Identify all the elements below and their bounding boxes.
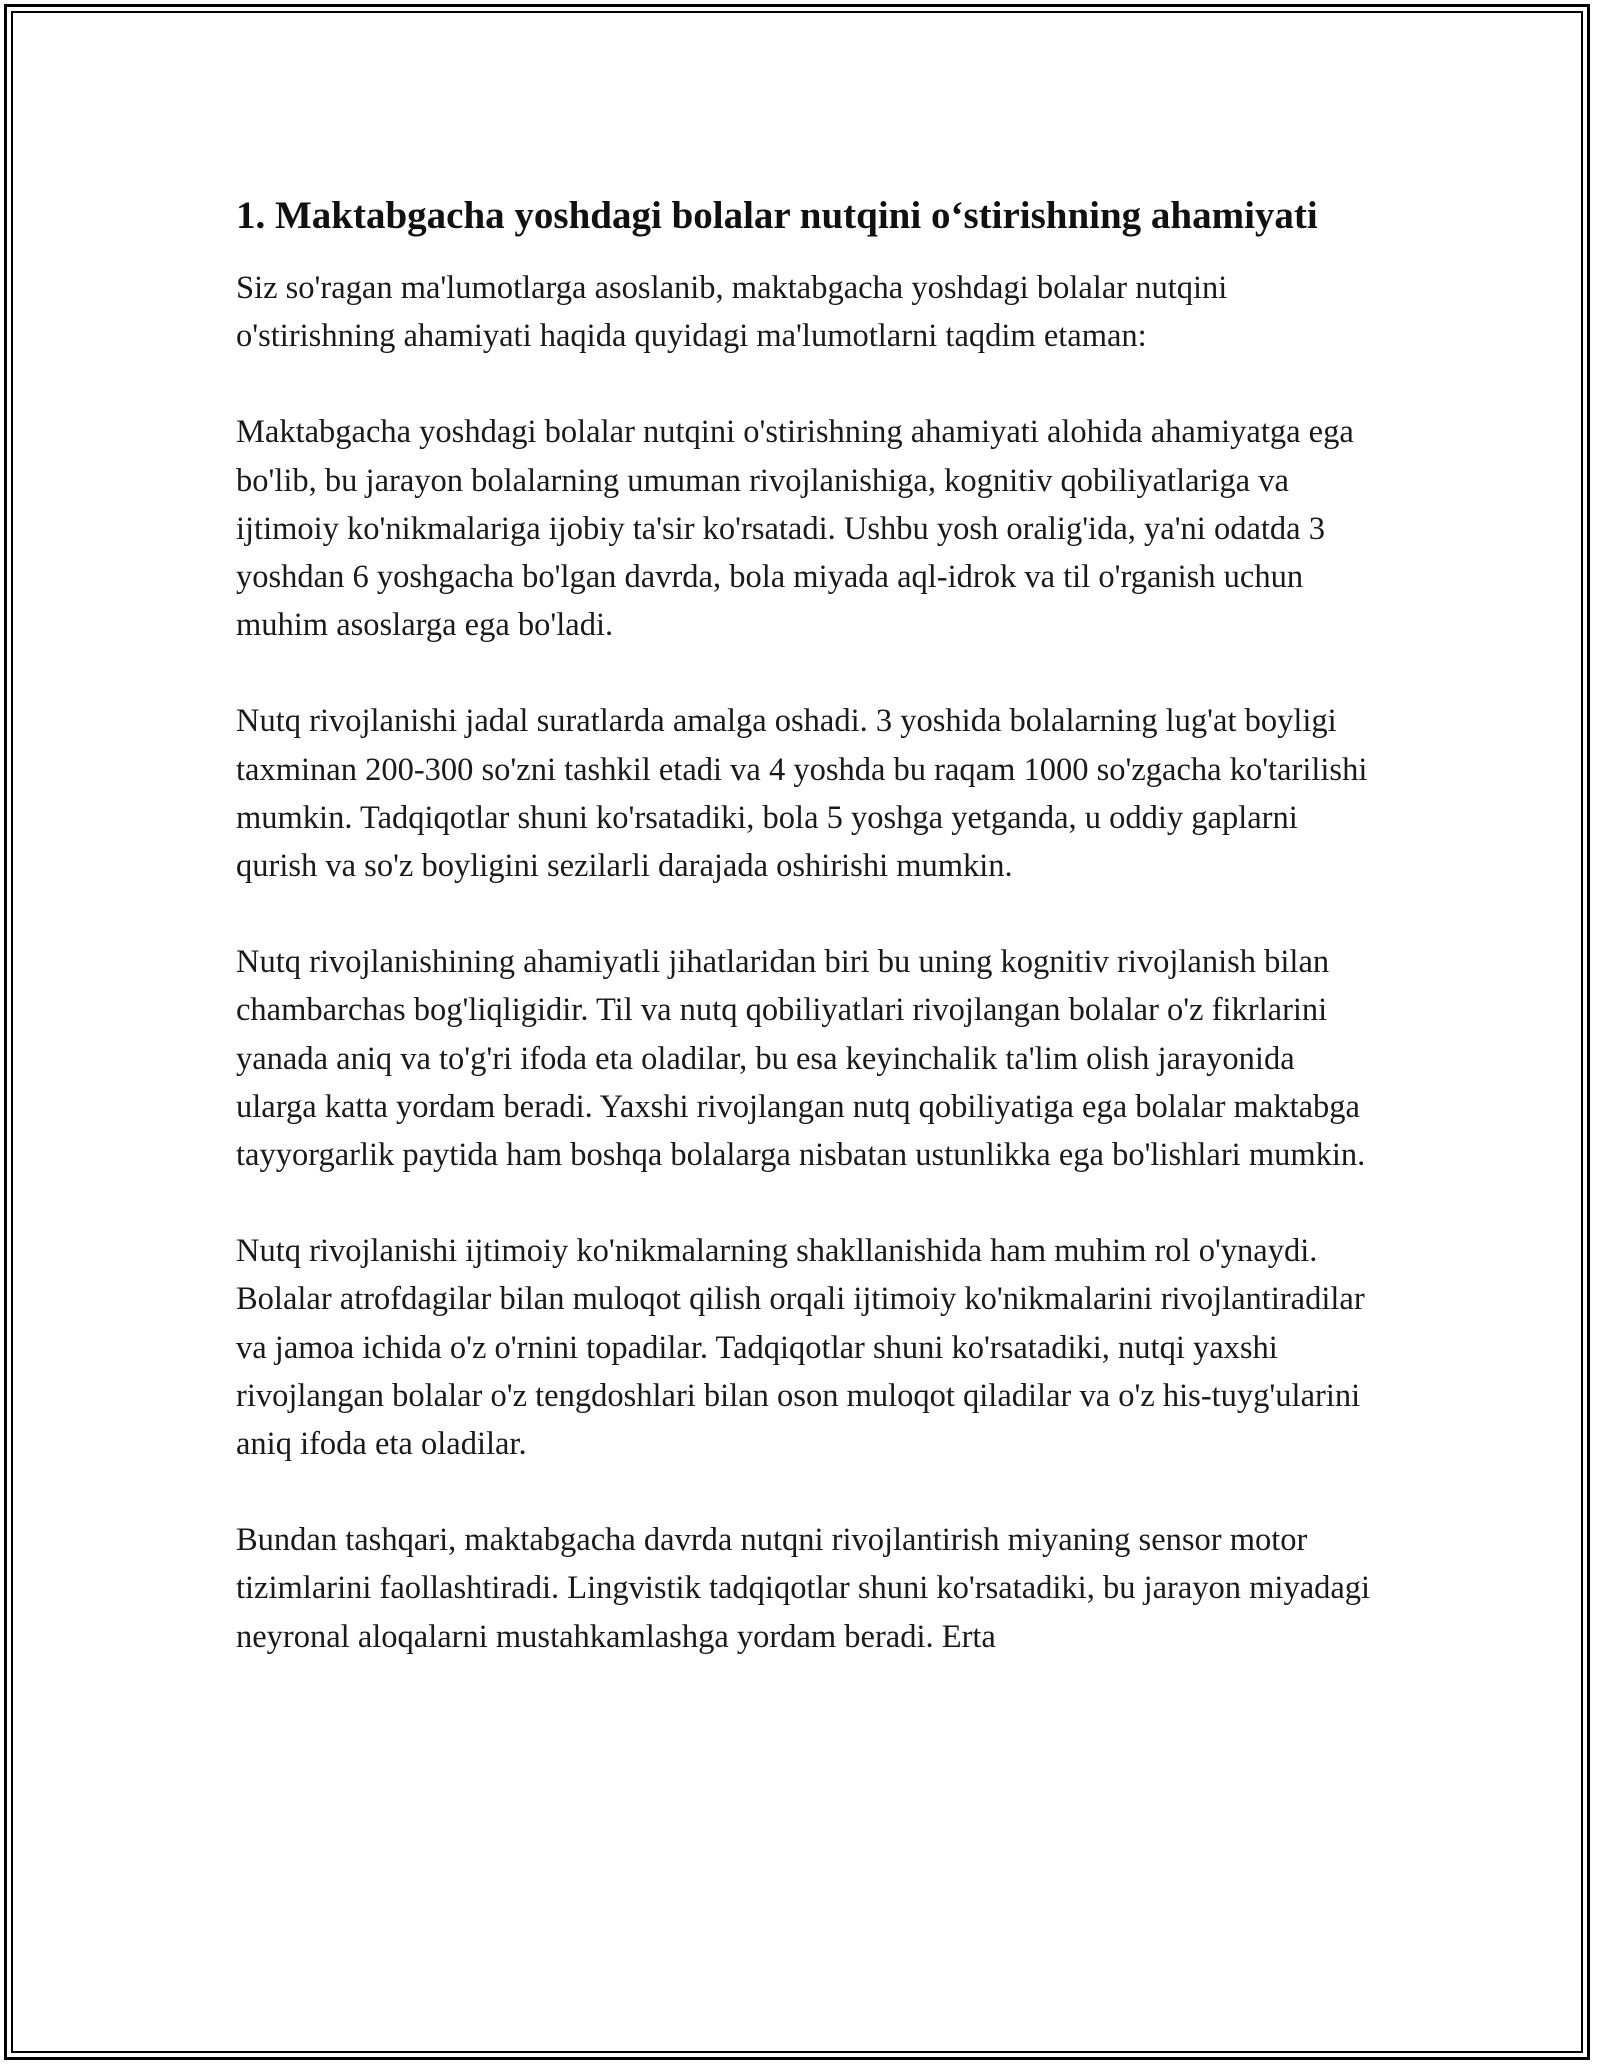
paragraph-importance: Maktabgacha yoshdagi bolalar nutqini o'stirishning ahamiyati alohida ahamiyatga ega bo'lib, bu jarayon bolalarning umuman rivojlanishiga, kognitiv qobiliyatlariga va ijtimoiy ko'nikmalariga ijobiy ta'sir ko'rsatadi. Ushbu yosh oralig'ida, ya'ni odatda 3 yoshdan 6 yoshgacha bo'lgan davrda, bola miyada aql-idrok va til o'rganish uchun muhim asoslarga ega bo'ladi. xyxy=(236,414,1354,644)
paragraph-intro: Siz so'ragan ma'lumotlarga asoslanib, maktabgacha yoshdagi bolalar nutqini o'stirishning ahamiyati haqida quyidagi ma'lumotlarni taqdim etaman: xyxy=(236,270,1228,355)
document-body xyxy=(236,188,1376,1709)
paragraph-cognitive-link: Nutq rivojlanishining ahamiyatli jihatlaridan biri bu uning kognitiv rivojlanish bilan chambarchas bog'liqligidir. Til va nutq qobiliyatlari rivojlangan bolalar o'z fikrlarini yanada aniq va to'g'ri ifoda eta oladilar, bu esa keyinchalik ta'lim olish jarayonida ularga katta yordam beradi. Yaxshi rivojlangan nutq qobiliyatiga ega bolalar maktabga tayyorgarlik paytida ham boshqa bolalarga nisbatan ustunlikka ega bo'lishlari mumkin. xyxy=(236,944,1366,1174)
paragraph-sensory-motor: Bundan tashqari, maktabgacha davrda nutqni rivojlantirish miyaning sensor motor tizimlarini faollashtiradi. Lingvistik tadqiqotlar shuni ko'rsatadiki, bu jarayon miyadagi neyronal aloqalarni mustahkamlashga yordam beradi. Erta xyxy=(236,1522,1371,1655)
paragraph-social-skills: Nutq rivojlanishi ijtimoiy ko'nikmalarning shakllanishida ham muhim rol o'ynaydi. Bolalar atrofdagilar bilan muloqot qilish orqali ijtimoiy ko'nikmalarini rivojlantiradilar va jamoa ichida o'z o'rnini topadilar. Tadqiqotlar shuni ko'rsatadiki, nutqi yaxshi rivojlangan bolalar o'z tengdoshlari bilan oson muloqot qiladilar va o'z his-tuyg'ularini aniq ifoda eta oladilar. xyxy=(236,1233,1365,1463)
paragraph-vocabulary-growth: Nutq rivojlanishi jadal suratlarda amalga oshadi. 3 yoshida bolalarning lug'at boyligi taxminan 200-300 so'zni tashkil etadi va 4 yoshda bu raqam 1000 so'zgacha ko'tarilishi mumkin. Tadqiqotlar shuni ko'rsatadiki, bola 5 yoshga yetganda, u oddiy gaplarni qurish va so'z boyligini sezilarli darajada oshirishi mumkin. xyxy=(236,703,1368,885)
section-heading: 1. Maktabgacha yoshdagi bolalar nutqini o‘stirishning ahamiyati xyxy=(236,194,1318,237)
